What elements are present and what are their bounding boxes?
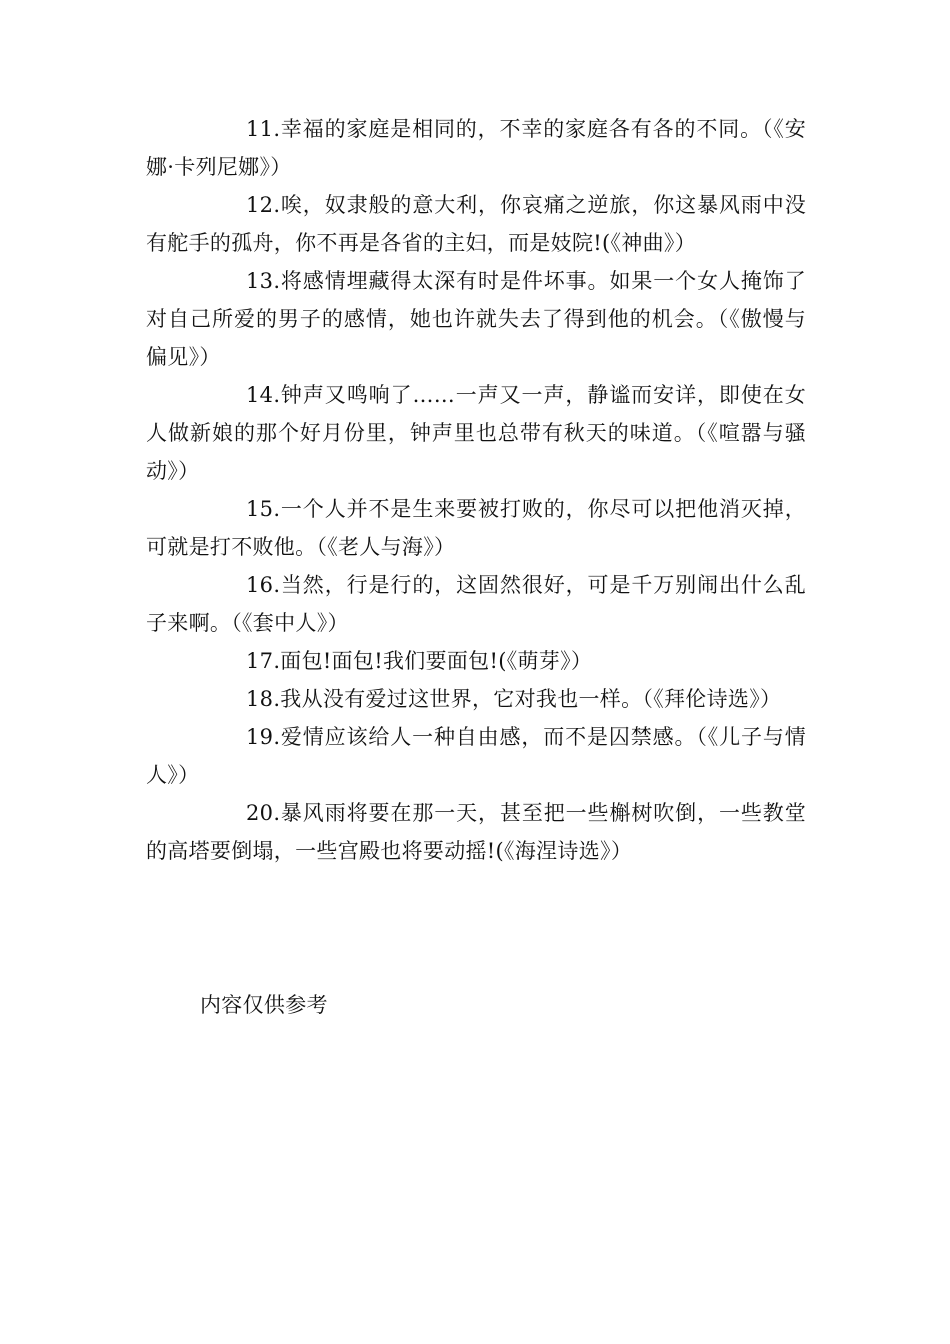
quote-list [146, 110, 806, 870]
quote-paragraph-18: 18.我从没有爱过这世界，它对我也一样。（《拜伦诗选》） [246, 687, 782, 711]
quote-paragraph-16: 16.当然，行是行的，这固然很好，可是千万别闹出什么乱子来啊。（《套中人》） [146, 573, 806, 635]
quote-paragraph-17: 17.面包!面包!我们要面包!(《萌芽》） [246, 649, 593, 673]
quote-paragraph-12: 12.唉，奴隶般的意大利，你哀痛之逆旅，你这暴风雨中没有舵手的孤舟，你不再是各省的主妇，而是妓院!(《神曲》） [146, 193, 806, 255]
quote-paragraph-20: 20.暴风雨将要在那一天，甚至把一些槲树吹倒，一些教堂的高塔要倒塌，一些宫殿也将要动摇!(《海涅诗选》） [146, 801, 806, 863]
quote-paragraph-19: 19.爱情应该给人一种自由感，而不是囚禁感。（《儿子与情人》） [146, 725, 806, 787]
quote-paragraph-13: 13.将感情埋藏得太深有时是件坏事。如果一个女人掩饰了对自己所爱的男子的感情，她也许就失去了得到他的机会。（《傲慢与偏见》） [146, 269, 806, 369]
quote-paragraph-15: 15.一个人并不是生来要被打败的，你尽可以把他消灭掉，可就是打不败他。（《老人与海》） [146, 497, 806, 559]
footer-note: 内容仅供参考 [200, 993, 328, 1017]
quote-paragraph-11: 11.幸福的家庭是相同的，不幸的家庭各有各的不同。（《安娜·卡列尼娜》） [146, 117, 806, 179]
quote-paragraph-14: 14.钟声又鸣响了……一声又一声，静谧而安详，即使在女人做新娘的那个好月份里，钟声里也总带有秋天的味道。（《喧嚣与骚动》） [146, 383, 806, 483]
